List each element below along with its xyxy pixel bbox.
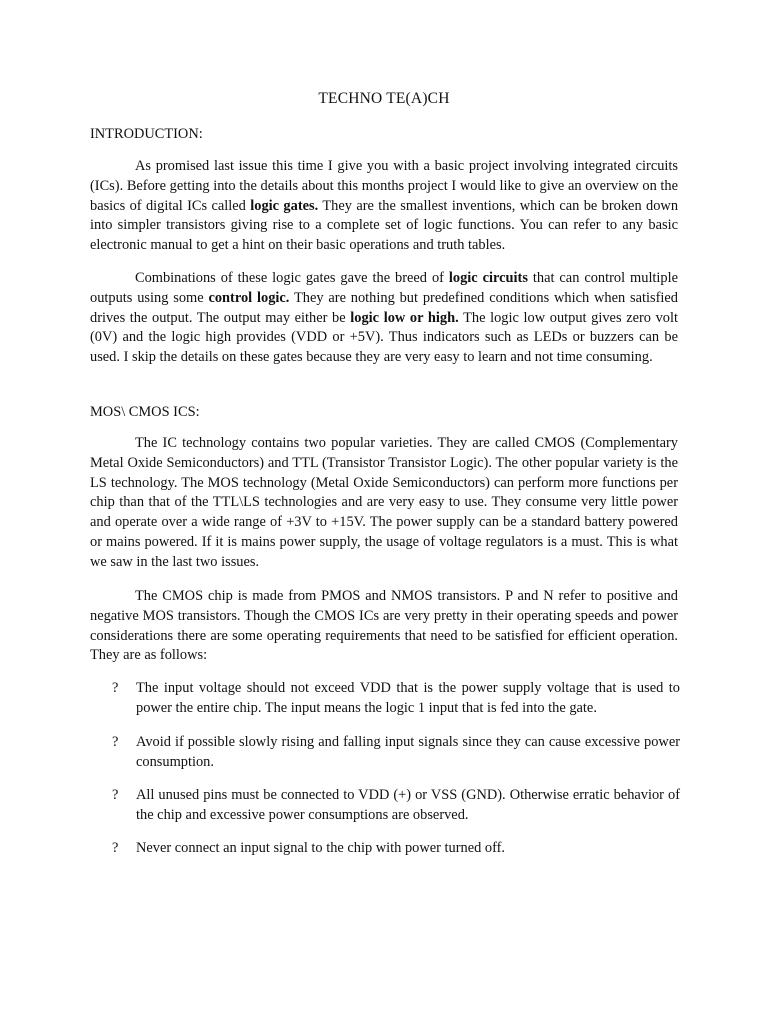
bold-term-logic-circuits: logic circuits <box>448 270 528 286</box>
bullet-mark: ? <box>112 734 119 750</box>
bold-term-logic-gates: logic gates. <box>250 197 319 214</box>
list-item-text: Avoid if possible slowly rising and falling input signals since they can cause excessive power consumption. <box>136 734 680 770</box>
page-title: TECHNO TE(A)CH <box>318 90 450 107</box>
section-heading-introduction: INTRODUCTION: <box>90 126 203 142</box>
section-heading-mos-cmos: MOS\ CMOS ICS: <box>90 404 200 420</box>
text-run: They are the smallest inventions, which can be broken down into simpler transistors giving rise to a complete set of logic functions. You can refer to any basic electronic manual to get a hint on their basic operations and truth tables. <box>90 197 679 254</box>
list-item-text: Never connect an input signal to the chip with power turned off. <box>136 840 505 856</box>
bullet-mark: ? <box>112 787 119 803</box>
list-item-text: All unused pins must be connected to VDD (+) or VSS (GND). Otherwise erratic behavior of the chip and excessive power consumptions are observed. <box>136 787 680 823</box>
paragraph-intro-2 <box>90 269 678 368</box>
list-item-text: The input voltage should not exceed VDD that is the power supply voltage that is used to power the entire chip. The input means the logic 1 input that is fed into the gate. <box>136 680 680 716</box>
bold-term-control-logic: control logic. <box>208 289 290 306</box>
text-run: They are nothing but predefined conditions which when satisfied drives the output. The output may either be <box>90 289 678 326</box>
paragraph-mos-1: The IC technology contains two popular varieties. They are called CMOS (Complementary Metal Oxide Semiconductors) and TTL (Transistor Transistor Logic). The other popular variety is the LS technology. The MOS technology (Metal Oxide Semiconductors) can perform more functions per chip than that of the TTL\LS technologies and are very easy to use. They consume very little power and operate over a wide range of +3V to +15V. The power supply can be a standard battery powered or mains powered. If it is mains power supply, the usage of voltage regulators is a must. This is what we saw in the last two issues. <box>90 435 678 570</box>
bold-term-logic-low-high: logic low or high. <box>350 309 459 326</box>
text-run: Combinations of these logic gates gave the breed of <box>135 270 449 286</box>
bullet-mark: ? <box>112 840 119 856</box>
text-run: As promised last issue this time I give you with a basic project involving integrated circuits (ICs). Before getting into the details about this months project I would like to give an overview on the basics of digital ICs called <box>90 158 678 214</box>
text-run: that can control multiple outputs using some <box>90 270 679 306</box>
paragraph-intro-1 <box>90 157 678 256</box>
paragraph-mos-2: The CMOS chip is made from PMOS and NMOS transistors. P and N refer to positive and negative MOS transistors. Though the CMOS ICs are very pretty in their operating speeds and power considerations there are some operating requirements that need to be satisfied for efficient operation. They are as follows: <box>90 588 678 664</box>
text-run: The logic low output gives zero volt (0V) and the logic high provides (VDD or +5V). Thus indicators such as LEDs or buzzers can be used. I skip the details on these gates because they are very easy to learn and not time consuming. <box>90 309 678 366</box>
bullet-mark: ? <box>112 680 119 696</box>
